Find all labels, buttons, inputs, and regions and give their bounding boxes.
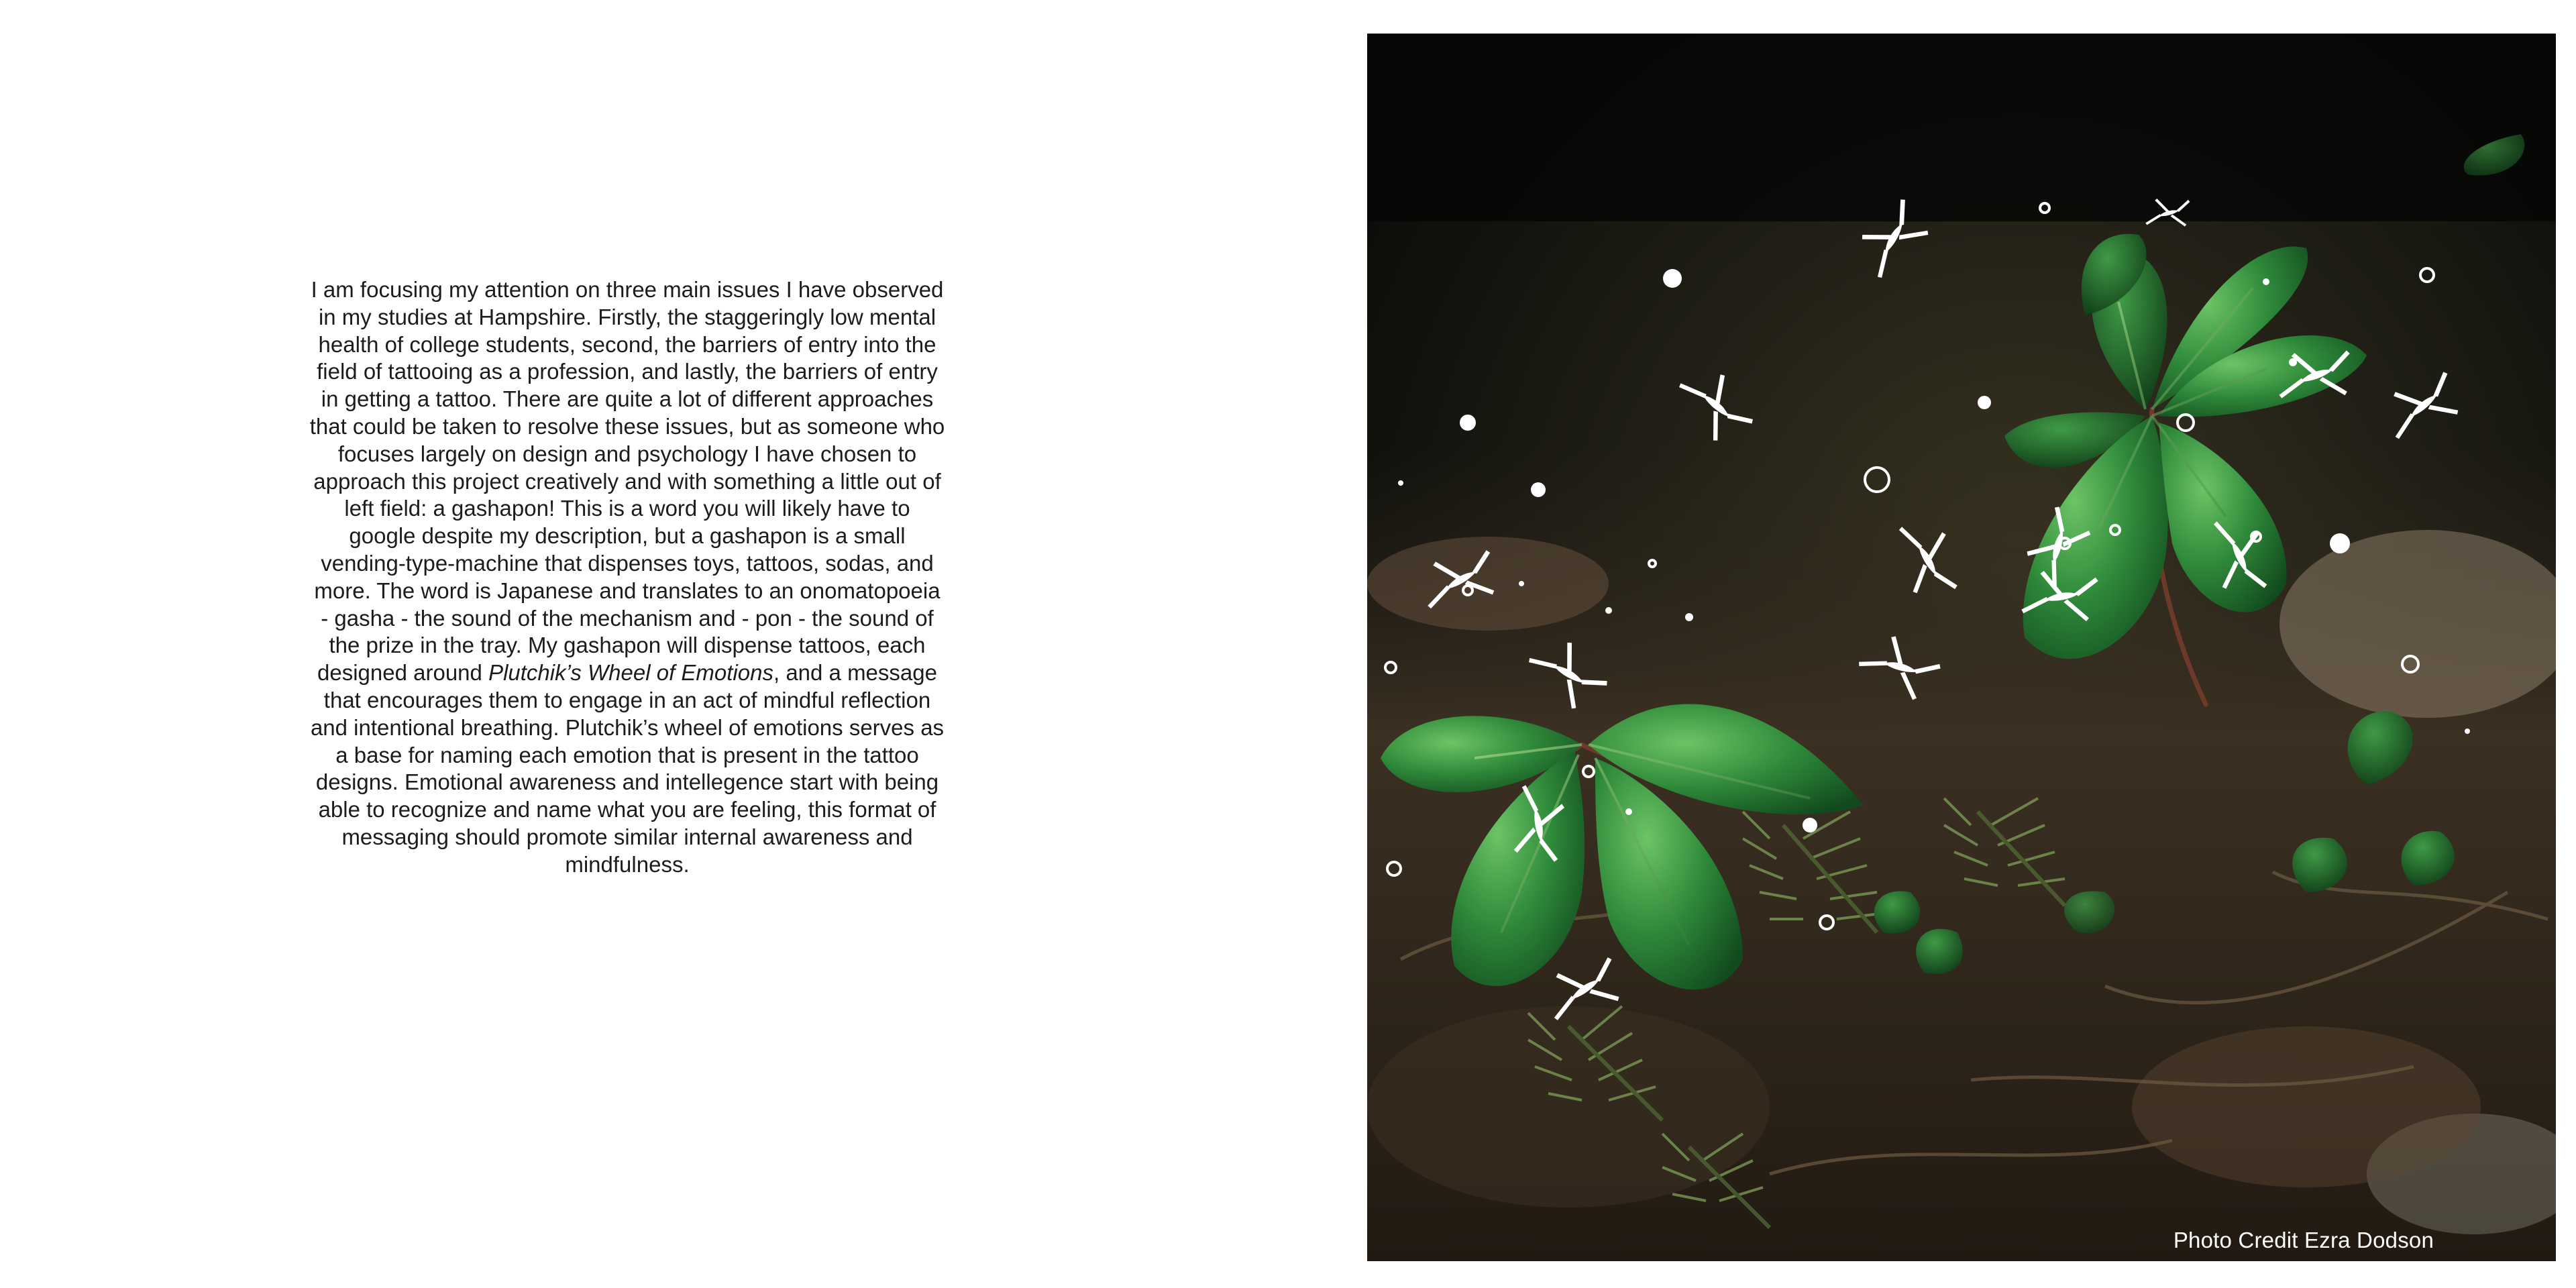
photo-credit: Photo Credit Ezra Dodson: [2173, 1228, 2434, 1252]
body-text-part-2: , and a message that encourages them to engage in an act of mindful reflection and intentional breathing. Plutchik’s wheel of emotions serves as a base for naming each emotion that is present in the tattoo designs. Emotional awareness and intellegence start with being able to recognize and name what you are feeling, this format of messaging should promote similar internal awareness and mindfulness.: [310, 660, 945, 877]
right-page: [1367, 34, 2556, 1261]
plant-photo: [1367, 34, 2556, 1261]
body-text-part-1: I am focusing my attention on three main issues I have observed in my studies at Hampshire. Firstly, the staggeringly low mental health of college students, second, the barriers of entry into the field of tattooing as a profession, and lastly, the barriers of entry in getting a tattoo. There are quite a lot of different approaches that could be taken to resolve these issues, but as someone who focuses largely on design and psychology I have chosen to approach this project creatively and with something a little out of left field: a gashapon! This is a word you will likely have to google despite my description, but a gashapon is a small vending-type-machine that dispenses toys, tattoos, sodas, and more. The word is Japanese and translates to an onomatopoeia - gasha - the sound of the mechanism and - pon - the sound of the prize in the tray. My gashapon will dispense tattoos, each designed around: [309, 277, 945, 686]
body-paragraph: [309, 276, 946, 879]
body-text-italic-title: Plutchik’s Wheel of Emotions: [488, 660, 773, 686]
